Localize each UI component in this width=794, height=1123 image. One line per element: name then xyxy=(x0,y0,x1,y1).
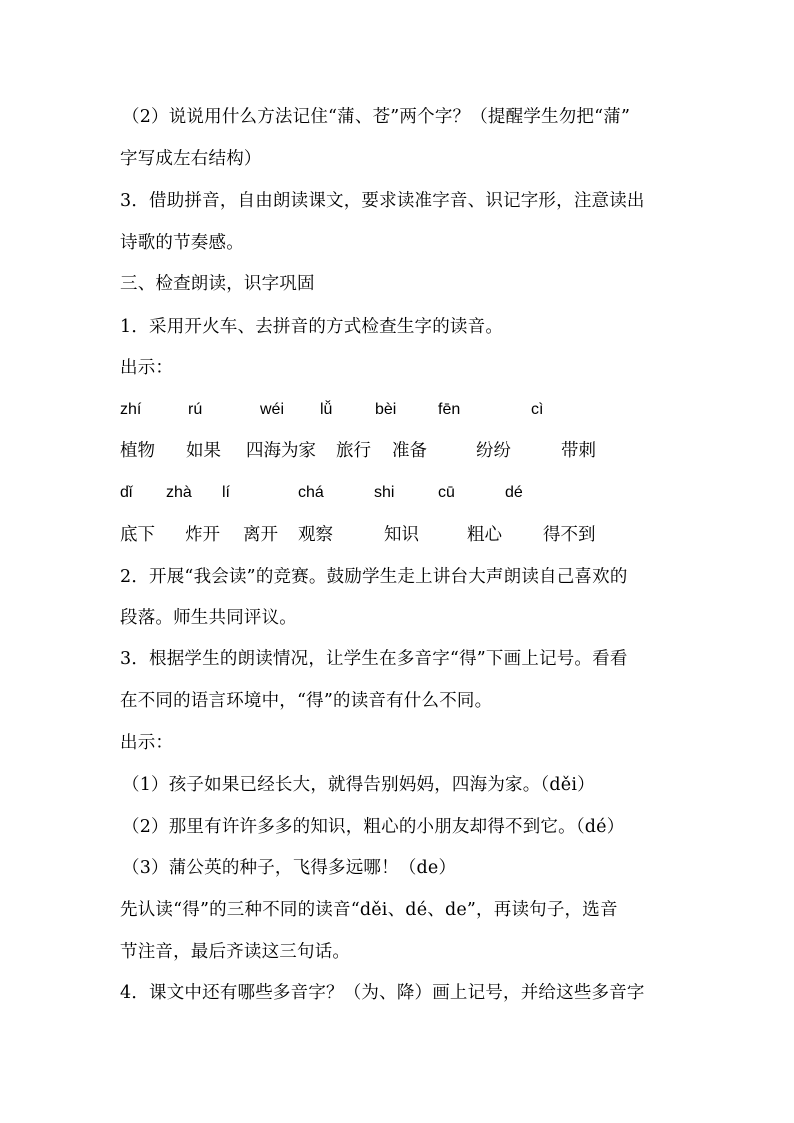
vocab-word: 底下 xyxy=(120,525,155,545)
vocab-word: 如果 xyxy=(186,441,221,461)
vocab-word: 四海为家 xyxy=(246,441,316,461)
vocab-word: 炸开 xyxy=(185,525,220,545)
paragraph-line: 诗歌的节奏感。 xyxy=(120,233,244,253)
pinyin-item: lǚ xyxy=(320,401,333,418)
pinyin-item: bèi xyxy=(375,401,397,418)
vocab-word: 得不到 xyxy=(543,525,596,545)
paragraph-line: 字写成左右结构） xyxy=(120,149,262,169)
example-sentence: （1）孩子如果已经长大，就得告别妈妈，四海为家。（děi） xyxy=(122,775,595,795)
vocab-word: 粗心 xyxy=(467,525,502,545)
pinyin-item: fēn xyxy=(438,401,461,418)
vocab-word: 准备 xyxy=(392,441,427,461)
example-sentence: （2）那里有许许多多的知识，粗心的小朋友却得不到它。（dé） xyxy=(122,817,625,837)
paragraph-line: 4．课文中还有哪些多音字？（为、降）画上记号，并给这些多音字 xyxy=(120,983,645,1003)
vocab-word: 知识 xyxy=(384,525,419,545)
vocab-word: 纷纷 xyxy=(476,441,511,461)
vocab-word: 离开 xyxy=(243,525,278,545)
paragraph-line: 出示： xyxy=(120,358,174,378)
pinyin-item: shi xyxy=(374,484,395,501)
pinyin-item: lí xyxy=(222,484,230,501)
pinyin-item: cì xyxy=(531,401,544,418)
pinyin-item: rú xyxy=(188,401,203,418)
pinyin-item: dé xyxy=(505,484,523,501)
vocab-word: 带刺 xyxy=(561,441,596,461)
vocab-word: 旅行 xyxy=(336,441,371,461)
pinyin-item: zhí xyxy=(120,401,142,418)
paragraph-line: 3．根据学生的朗读情况，让学生在多音字“得”下画上记号。看看 xyxy=(120,649,628,669)
pinyin-item: dǐ xyxy=(120,484,133,501)
paragraph-line: 2．开展“我会读”的竞赛。鼓励学生走上讲台大声朗读自己喜欢的 xyxy=(120,567,628,587)
example-sentence: （3）蒲公英的种子，飞得多远哪！（de） xyxy=(122,858,457,878)
vocab-word: 植物 xyxy=(120,441,155,461)
vocab-word: 观察 xyxy=(298,525,333,545)
paragraph-line: 1．采用开火车、去拼音的方式检查生字的读音。 xyxy=(120,317,504,337)
paragraph-line: 3．借助拼音，自由朗读课文，要求读准字音、识记字形，注意读出 xyxy=(120,191,645,211)
pinyin-item: cū xyxy=(438,484,455,501)
section-heading: 三、检查朗读，识字巩固 xyxy=(120,274,315,294)
paragraph-line: 在不同的语言环境中，“得”的读音有什么不同。 xyxy=(120,691,493,711)
paragraph-line: （2）说说用什么方法记住“蒲、苍”两个字？（提醒学生勿把“蒲” xyxy=(122,107,631,127)
pinyin-item: chá xyxy=(298,484,324,501)
pinyin-item: zhà xyxy=(166,484,192,501)
paragraph-line: 节注音，最后齐读这三句话。 xyxy=(120,942,351,962)
paragraph-line: 出示： xyxy=(120,733,174,753)
pinyin-item: wéi xyxy=(260,401,285,418)
paragraph-line: 段落。师生共同评议。 xyxy=(120,608,297,628)
paragraph-line: 先认读“得”的三种不同的读音“děi、dé、de”，再读句子，选音 xyxy=(120,900,618,920)
